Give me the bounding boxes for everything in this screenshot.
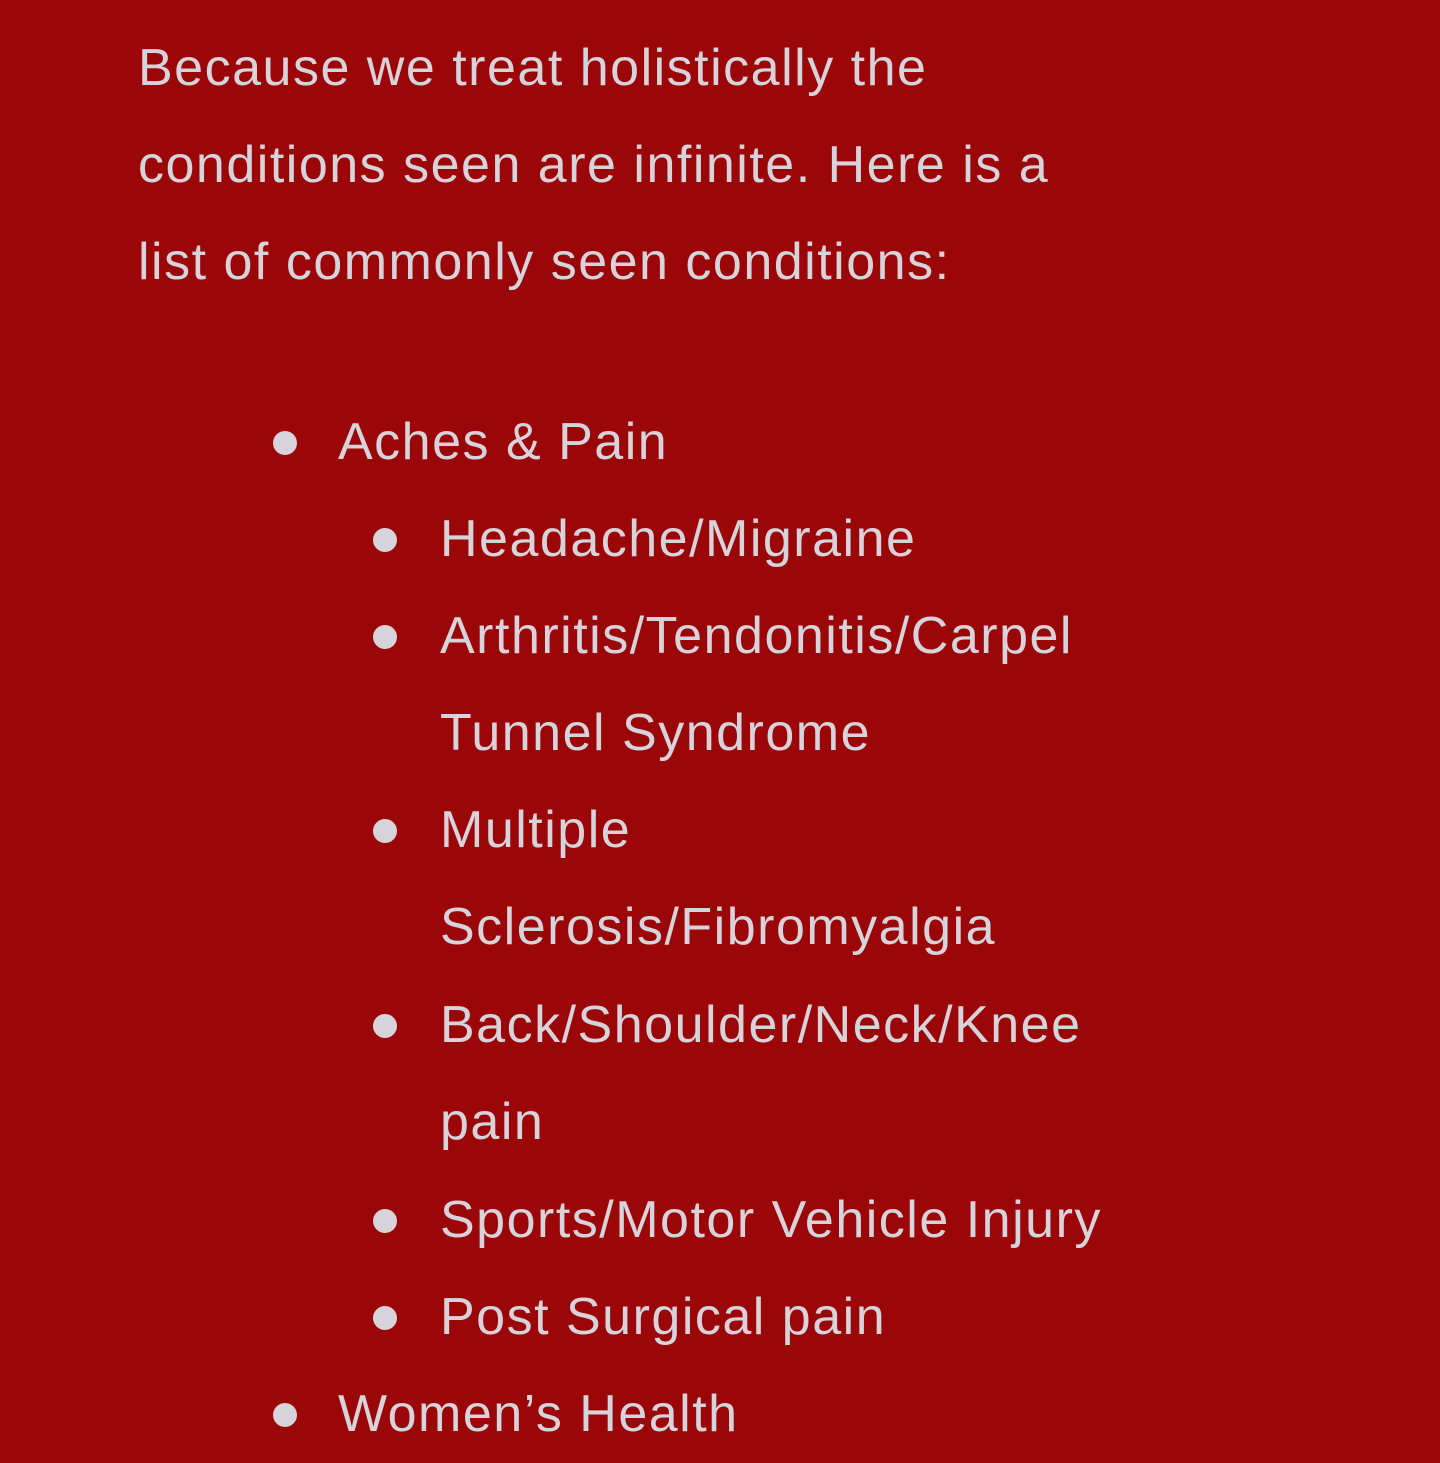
list-item-label: Sports/Motor Vehicle Injury (440, 1191, 1102, 1249)
intro-paragraph (138, 20, 1258, 311)
bullet-icon (373, 819, 397, 843)
intro-line: Because we treat holistically the (138, 39, 928, 97)
bullet-icon (373, 528, 397, 552)
intro-line: conditions seen are infinite. Here is a (138, 136, 1050, 194)
bullet-icon (373, 1306, 397, 1330)
list-item-label: Back/Shoulder/Neck/Knee (440, 996, 1082, 1054)
list-item-aches-pain (338, 394, 668, 491)
list-item-label: Sclerosis/Fibromyalgia (440, 898, 997, 956)
bullet-icon (373, 625, 397, 649)
list-item-headache-migraine (440, 491, 916, 588)
list-item-label: Post Surgical pain (440, 1288, 887, 1346)
list-item-label: Aches & Pain (338, 413, 669, 471)
list-item-arthritis (440, 588, 1073, 782)
list-item-back-shoulder (440, 977, 1082, 1171)
list-item-multiple-sclerosis (440, 782, 996, 976)
bullet-icon (373, 1209, 397, 1233)
bullet-icon (273, 1403, 297, 1427)
list-item-label: Arthritis/Tendonitis/Carpel (440, 607, 1073, 665)
list-item-sports-injury (440, 1172, 1102, 1269)
intro-line: list of commonly seen conditions: (138, 233, 951, 291)
list-item-label: pain (440, 1093, 545, 1151)
bullet-icon (273, 431, 297, 455)
list-item-label: Tunnel Syndrome (440, 704, 872, 762)
list-item-label: Women’s Health (338, 1385, 739, 1443)
list-item-womens-health (338, 1366, 739, 1463)
bullet-icon (373, 1014, 397, 1038)
list-item-label: Multiple (440, 801, 632, 859)
list-item-post-surgical (440, 1269, 886, 1366)
list-item-label: Headache/Migraine (440, 510, 917, 568)
